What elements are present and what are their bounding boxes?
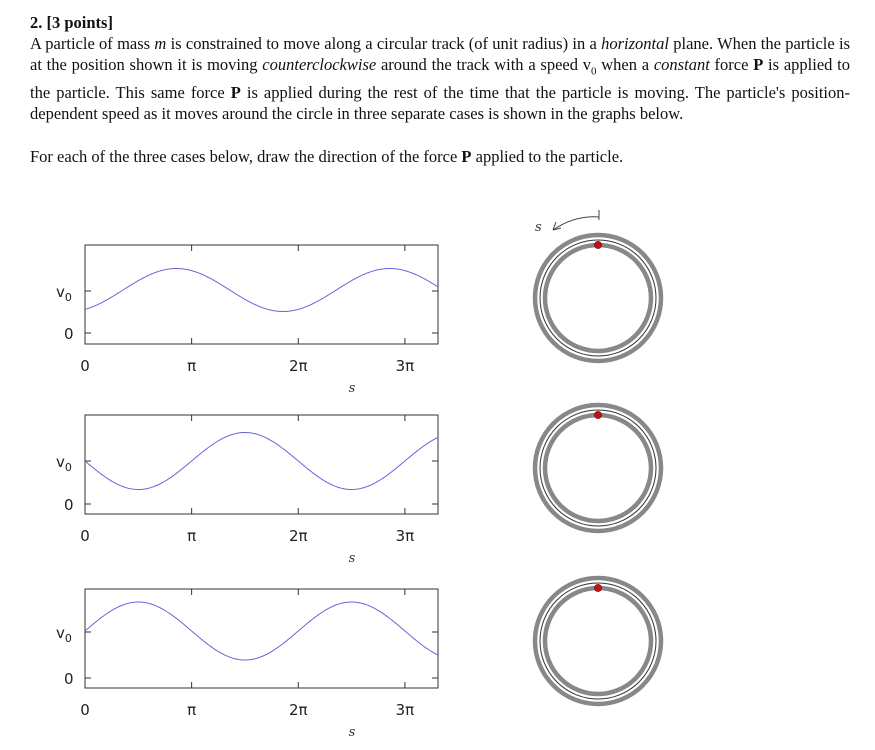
y-tick-label-zero: 0 bbox=[64, 670, 74, 688]
speed-curve bbox=[85, 433, 438, 490]
x-tick-label: π bbox=[187, 701, 197, 719]
x-axis-label: s bbox=[348, 551, 356, 566]
speed-curve bbox=[85, 602, 438, 660]
x-tick-label: π bbox=[187, 357, 197, 375]
x-tick-label: 0 bbox=[80, 357, 90, 375]
x-axis-label: s bbox=[348, 725, 356, 740]
track-inner-ring bbox=[545, 245, 651, 351]
track-path bbox=[540, 240, 656, 356]
speed-plot-case-3 bbox=[56, 589, 438, 740]
track-outer-ring bbox=[535, 235, 661, 361]
problem-number: 2. [3 points] bbox=[30, 13, 113, 32]
track-inner-ring bbox=[545, 588, 651, 694]
plot-frame bbox=[85, 589, 438, 688]
y-tick-label-zero: 0 bbox=[64, 496, 74, 514]
x-tick-label: 0 bbox=[80, 701, 90, 719]
circular-track-case-3 bbox=[535, 578, 661, 704]
x-axis-label: s bbox=[348, 381, 356, 396]
s-arc-label: s bbox=[535, 220, 542, 235]
x-tick-label: 3π bbox=[395, 527, 415, 545]
plot-frame bbox=[85, 415, 438, 514]
track-outer-ring bbox=[535, 405, 661, 531]
speed-plot-case-2 bbox=[56, 415, 438, 566]
track-path bbox=[540, 583, 656, 699]
x-tick-label: 2π bbox=[288, 701, 308, 719]
x-tick-label: 3π bbox=[395, 701, 415, 719]
particle bbox=[594, 584, 601, 591]
x-tick-label: 2π bbox=[288, 527, 308, 545]
track-outer-ring bbox=[535, 578, 661, 704]
y-tick-label-zero: 0 bbox=[64, 325, 74, 343]
x-tick-label: π bbox=[187, 527, 197, 545]
y-tick-label-v0: $v_0$ bbox=[56, 624, 72, 645]
track-path bbox=[540, 410, 656, 526]
speed-curve bbox=[85, 269, 438, 312]
circular-track-case-1 bbox=[535, 235, 661, 361]
particle bbox=[594, 411, 601, 418]
y-tick-label-v0: $v_0$ bbox=[56, 283, 72, 304]
x-tick-label: 2π bbox=[288, 357, 308, 375]
circular-track-case-2 bbox=[535, 405, 661, 531]
s-direction-indicator bbox=[535, 210, 599, 235]
plot-frame bbox=[85, 245, 438, 344]
problem-description: A particle of mass m is constrained to move along a circular track (of unit radius) in a horizontal plane. When the particle is at the position shown it is moving counterclockwise around the track with a speed $v_0$ when a constant force P is applied to the particle. This same force P is applied during the rest of the time that the particle is moving. The particle's position-dependent speed as it moves around the circle in three separate cases is shown in the graphs below. bbox=[30, 34, 850, 124]
track-inner-ring bbox=[545, 415, 651, 521]
x-tick-label: 0 bbox=[80, 527, 90, 545]
y-tick-label-v0: $v_0$ bbox=[56, 453, 72, 474]
speed-plot-case-1 bbox=[56, 245, 438, 396]
particle bbox=[594, 241, 601, 248]
problem-instruction: For each of the three cases below, draw the direction of the force P applied to the particle. bbox=[30, 147, 624, 167]
x-tick-label: 3π bbox=[395, 357, 415, 375]
